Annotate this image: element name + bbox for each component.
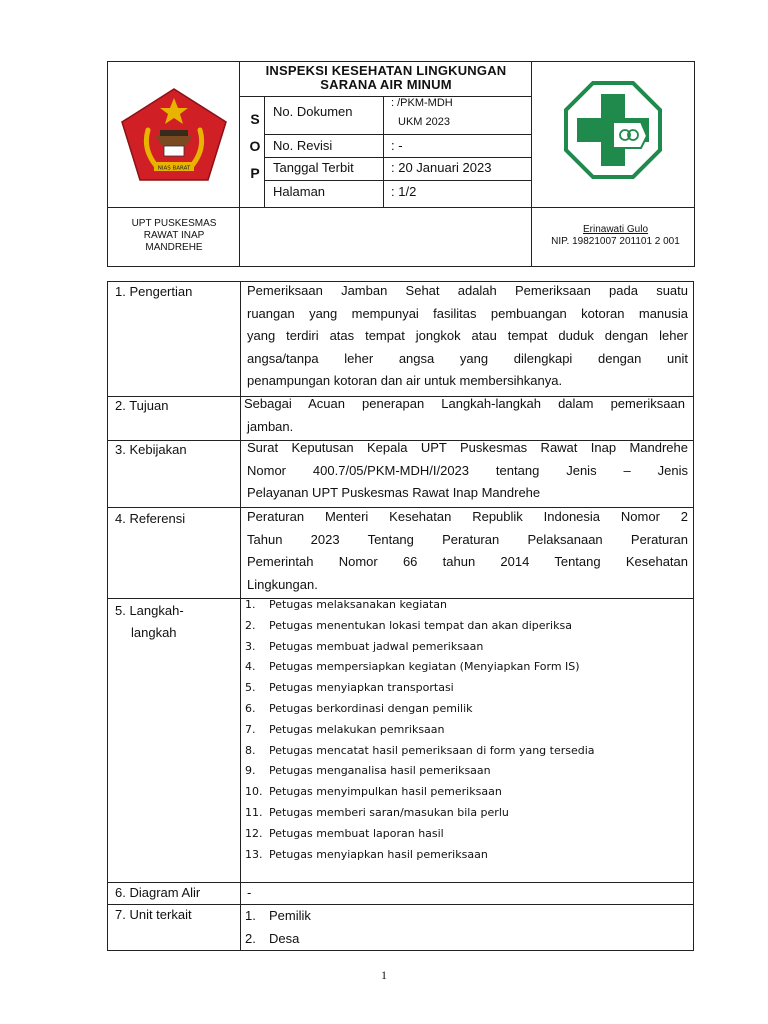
header-divider: [264, 96, 265, 207]
column-divider: [240, 282, 241, 951]
list-item: [245, 744, 690, 765]
signer-nip: NIP. 19821007 201101 2 001: [551, 236, 680, 247]
sop-content-table: [107, 281, 694, 951]
label-line: langkah: [131, 625, 177, 640]
kebijakan-text: [247, 437, 688, 505]
document-number-value-cont: UKM 2023: [398, 116, 450, 128]
emblem-ribbon-text: NIAS BARAT: [157, 165, 191, 172]
list-item-text: Petugas menyimpulkan hasil pemeriksaan: [269, 785, 502, 799]
text-line: jamban.: [247, 418, 294, 434]
document-title: [240, 62, 532, 96]
text-line: Peraturan Menteri Kesehatan Republik Indonesia Nomor 2: [247, 509, 688, 524]
header-divider: [108, 207, 695, 208]
document-number-value: : /PKM-MDH: [391, 97, 453, 109]
sop-letter: O: [249, 138, 261, 154]
issue-date-label: Tanggal Terbit: [273, 160, 354, 175]
text-line: Tahun 2023 Tentang Peraturan Pelaksanaan Peraturan: [247, 531, 688, 547]
pengertian-text: [247, 280, 688, 393]
list-item-number: 6.: [245, 701, 256, 715]
list-item-number: 13.: [245, 847, 263, 861]
list-item-text: Petugas menentukan lokasi tempat dan akan diperiksa: [269, 618, 572, 632]
list-item-text: Desa: [269, 931, 300, 946]
list-item-number: 9.: [245, 764, 256, 778]
list-item-text: Petugas menganalisa hasil pemeriksaan: [269, 764, 491, 778]
header-divider: [264, 134, 531, 135]
text-line: ruangan yang mempunyai fasilitas pembuangan kotoran manusia: [247, 305, 688, 321]
tujuan-label: 2. Tujuan: [115, 398, 169, 413]
list-item: [245, 723, 690, 744]
tujuan-text: [244, 393, 685, 438]
page-value: : 1/2: [391, 184, 417, 199]
text-line: Surat Keputusan Kepala UPT Puskesmas Rawat Inap Mandrehe: [247, 440, 688, 455]
list-item-text: Petugas membuat laporan hasil: [269, 826, 444, 840]
list-item-text: Petugas mempersiapkan kegiatan (Menyiapkan Form IS): [269, 660, 580, 674]
units-list: [245, 904, 311, 950]
issue-date-value: : 20 Januari 2023: [391, 160, 492, 175]
revision-value: : -: [391, 138, 403, 153]
text-line: Sebagai Acuan penerapan Langkah-langkah dalam pemeriksaan: [244, 396, 685, 411]
header-divider: [383, 96, 384, 207]
list-item: [245, 904, 311, 927]
list-item-number: 2.: [245, 931, 256, 946]
row-divider: [108, 882, 694, 883]
list-item-number: 7.: [245, 722, 256, 736]
list-item-text: Pemilik: [269, 908, 311, 923]
steps-list: [245, 598, 690, 868]
list-item: [245, 806, 690, 827]
org-line: UPT PUSKESMAS: [131, 218, 217, 229]
list-item-text: Petugas melaksanakan kegiatan: [269, 598, 448, 611]
langkah-label: [115, 600, 184, 644]
list-item-number: 11.: [245, 805, 263, 819]
list-item-number: 8.: [245, 743, 256, 757]
text-line: Nomor 400.7/05/PKM-MDH/I/2023 tentang Jenis – Jenis: [247, 462, 688, 478]
nias-barat-emblem: [118, 86, 230, 191]
diagram-value: -: [247, 885, 252, 900]
text-line: penampungan kotoran dan air untuk membersihkanya.: [247, 373, 563, 388]
list-item: [245, 702, 690, 723]
text-line: yang terdiri atas tempat jongkok atau tempat duduk dengan leher: [247, 328, 688, 343]
sop-letter: P: [250, 165, 260, 181]
list-item: [245, 785, 690, 806]
unit-label: 7. Unit terkait: [115, 907, 192, 922]
text-line: Pelayanan UPT Puskesmas Rawat Inap Mandrehe: [247, 485, 541, 500]
list-item-number: 4.: [245, 660, 256, 674]
list-item: [245, 640, 690, 661]
text-line: Pemeriksaan Jamban Sehat adalah Pemeriksaan pada suatu: [247, 283, 688, 298]
referensi-label: 4. Referensi: [115, 511, 186, 526]
title-line: SARANA AIR MINUM: [320, 77, 452, 92]
header-divider: [239, 96, 531, 97]
revision-label: No. Revisi: [273, 138, 333, 153]
organization-name: [108, 218, 240, 254]
list-item-number: 5.: [245, 681, 256, 695]
list-item-text: Petugas membuat jadwal pemeriksaan: [269, 639, 484, 653]
page-number: 1: [381, 968, 387, 982]
list-item-text: Petugas berkordinasi dengan pemilik: [269, 701, 473, 715]
list-item-text: Petugas memberi saran/masukan bila perlu: [269, 805, 509, 819]
text-line: angsa/tanpa leher angsa yang dilengkapi dengan unit: [247, 350, 688, 366]
list-item: [245, 827, 690, 848]
title-line: INSPEKSI KESEHATAN LINGKUNGAN: [265, 63, 507, 78]
header-divider: [264, 157, 531, 158]
org-line: RAWAT INAP: [143, 230, 205, 241]
list-item-number: 3.: [245, 639, 256, 653]
list-item-number: 2.: [245, 618, 256, 632]
list-item: [245, 764, 690, 785]
page-label: Halaman: [273, 184, 326, 199]
list-item: [245, 848, 690, 869]
org-line: MANDREHE: [145, 242, 203, 253]
list-item: [245, 598, 690, 619]
puskesmas-logo: [563, 80, 663, 185]
list-item-number: 1.: [245, 598, 256, 611]
text-line: Pemerintah Nomor 66 tahun 2014 Tentang Kesehatan: [247, 554, 688, 569]
referensi-text: [247, 506, 688, 596]
sop-header: [107, 61, 695, 267]
row-divider: [108, 904, 694, 905]
list-item-number: 12.: [245, 826, 263, 840]
list-item: [245, 660, 690, 681]
kebijakan-label: 3. Kebijakan: [115, 442, 187, 457]
list-item-text: Petugas menyiapkan hasil pemeriksaan: [269, 847, 488, 861]
pengertian-label: 1. Pengertian: [115, 284, 193, 299]
label-line: 5. Langkah-: [115, 603, 184, 618]
list-item-text: Petugas menyiapkan transportasi: [269, 681, 454, 695]
list-item: [245, 927, 311, 950]
list-item: [245, 619, 690, 640]
list-item-text: Petugas mencatat hasil pemeriksaan di form yang tersedia: [269, 743, 595, 757]
list-item-number: 10.: [245, 785, 263, 799]
text-line: Lingkungan.: [247, 576, 318, 592]
diagram-label: 6. Diagram Alir: [115, 885, 201, 900]
sop-letter: S: [250, 111, 260, 127]
header-divider: [264, 180, 531, 181]
list-item: [245, 681, 690, 702]
list-item-number: 1.: [245, 908, 256, 923]
document-number-label: No. Dokumen: [273, 104, 353, 119]
signer-name: Erinawati Gulo: [582, 224, 649, 235]
list-item-text: Petugas melakukan pemriksaan: [269, 722, 445, 736]
